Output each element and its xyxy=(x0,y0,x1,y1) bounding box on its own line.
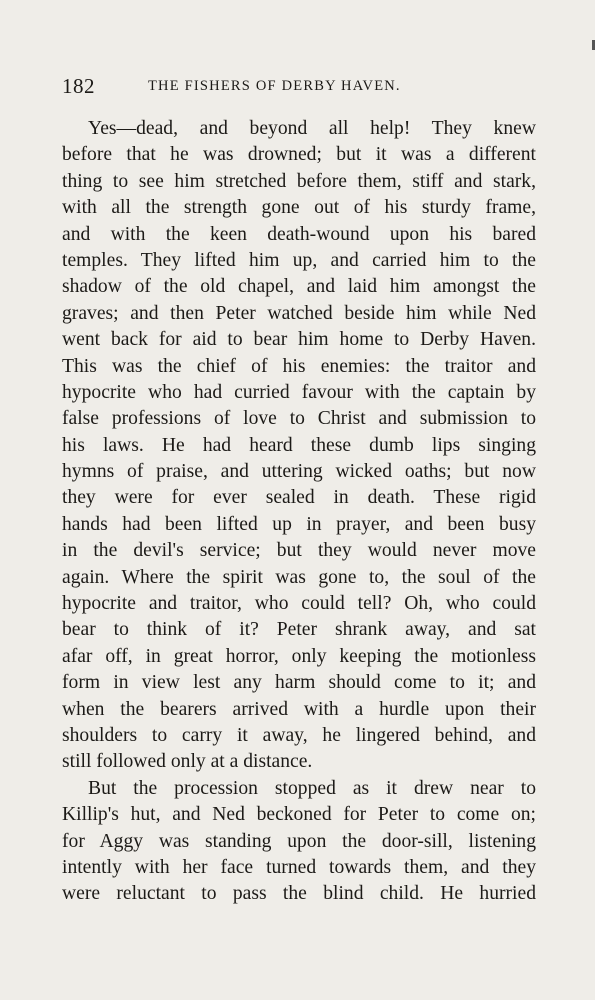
text-line: form in view lest any harm should come to it; and xyxy=(62,672,536,694)
text-line: shadow of the old chapel, and laid him amongst the xyxy=(62,276,536,298)
text-line: still followed only at a distance. xyxy=(62,751,313,773)
text-line: went back for aid to bear him home to Derby Haven. xyxy=(62,329,536,351)
text-line: they were for ever sealed in death. These rigid xyxy=(62,487,536,509)
text-line: and with the keen death-wound upon his bared xyxy=(62,223,536,245)
page-header xyxy=(62,74,538,102)
text-line: hypocrite who had curried favour with the captain by xyxy=(62,381,536,403)
page-number: 182 xyxy=(62,74,95,98)
running-title: THE FISHERS OF DERBY HAVEN. xyxy=(148,78,401,94)
text-line: thing to see him stretched before them, stiff and stark, xyxy=(62,170,536,192)
text-line: graves; and then Peter watched beside him while Ned xyxy=(62,302,536,324)
text-line: for Aggy was standing upon the door-sill, listening xyxy=(62,830,536,852)
text-line: hands had been lifted up in prayer, and been busy xyxy=(62,513,536,535)
text-line: hymns of praise, and uttering wicked oaths; but now xyxy=(62,461,536,483)
body-text xyxy=(62,116,536,908)
text-line: again. Where the spirit was gone to, the soul of the xyxy=(62,566,536,588)
text-line: Yes—dead, and beyond all help! They knew xyxy=(88,118,536,139)
text-line: This was the chief of his enemies: the traitor and xyxy=(62,355,536,377)
text-line: false professions of love to Christ and submission to xyxy=(62,408,536,430)
text-line: before that he was drowned; but it was a different xyxy=(62,144,536,166)
text-line: afar off, in great horror, only keeping the motionless xyxy=(62,645,536,667)
text-line: Killip's hut, and Ned beckoned for Peter to come on; xyxy=(62,804,536,826)
text-line: bear to think of it? Peter shrank away, and sat xyxy=(62,619,536,641)
text-line: temples. They lifted him up, and carried him to the xyxy=(62,249,536,271)
text-line: shoulders to carry it away, he lingered behind, and xyxy=(62,724,536,746)
text-line: when the bearers arrived with a hurdle upon their xyxy=(62,698,536,720)
text-line: in the devil's service; but they would never move xyxy=(62,540,536,562)
text-line: hypocrite and traitor, who could tell? Oh, who could xyxy=(62,593,536,615)
text-line: intently with her face turned towards them, and they xyxy=(62,856,536,878)
text-line: his laws. He had heard these dumb lips singing xyxy=(62,434,536,456)
text-line: with all the strength gone out of his sturdy frame, xyxy=(62,197,536,219)
text-line: were reluctant to pass the blind child. He hurried xyxy=(62,883,536,905)
text-line: But the procession stopped as it drew near to xyxy=(88,777,536,799)
